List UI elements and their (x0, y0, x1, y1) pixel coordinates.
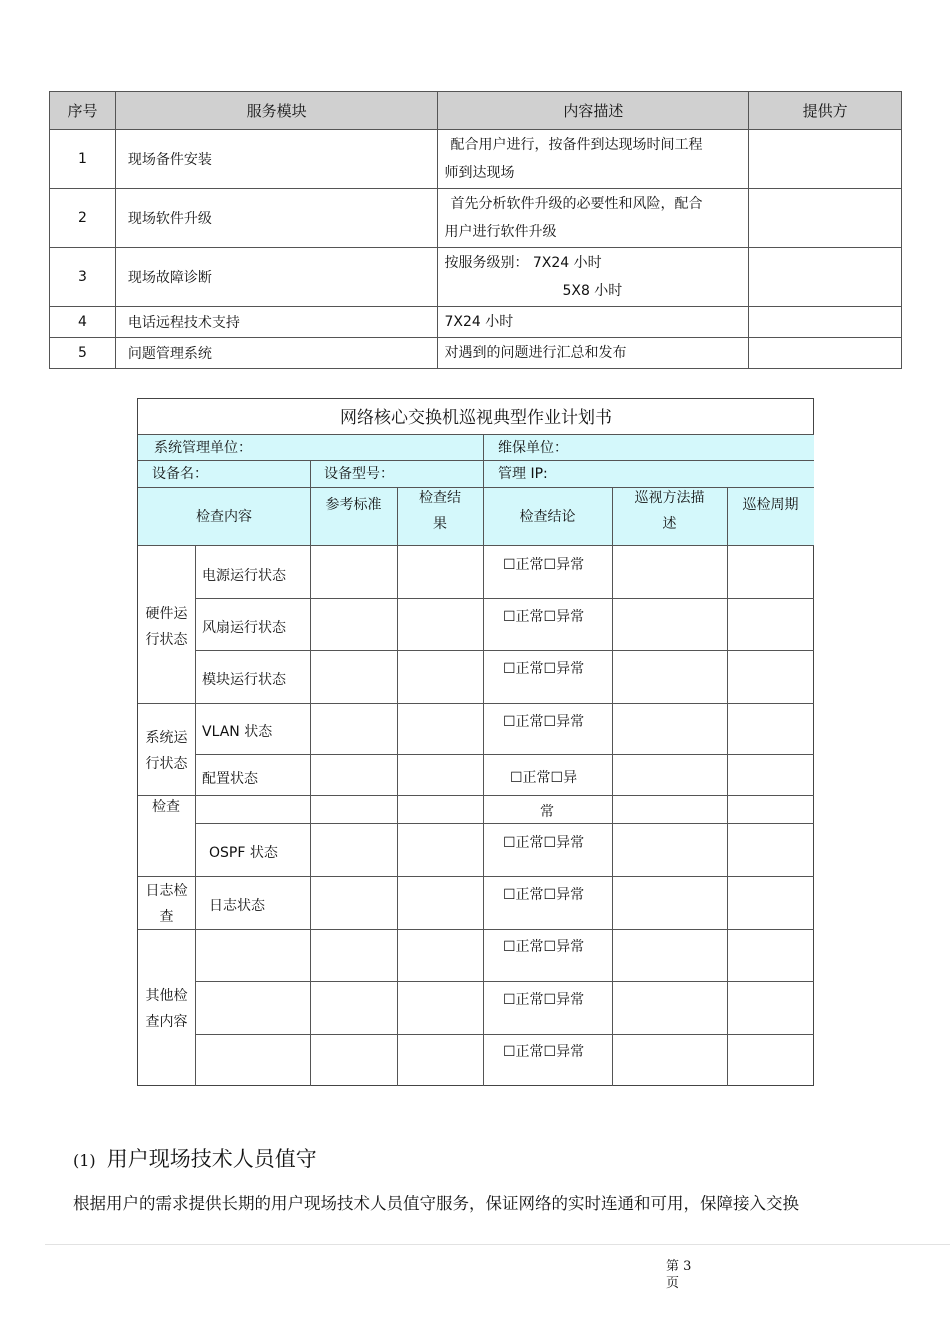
group-system-cont: 检查 (152, 799, 180, 815)
group-system (138, 725, 195, 777)
col-divider (310, 487, 311, 1086)
conclusion-checkbox[interactable]: ☐正常☐异常 (503, 939, 585, 955)
row-divider (195, 1034, 814, 1035)
plan-title: 网络核心交换机巡视典型作业计划书 (340, 408, 612, 428)
group-other (138, 983, 195, 1035)
col-header-method (612, 485, 727, 537)
desc-line: 师到达现场 (444, 165, 515, 181)
row-divider (138, 460, 814, 461)
item-power: 电源运行状态 (202, 568, 286, 584)
row-no: 3 (50, 248, 116, 307)
row-divider (138, 795, 814, 796)
desc-line: 5X8 小时 (562, 283, 623, 299)
col-divider (727, 487, 728, 1086)
row-no: 1 (50, 130, 116, 189)
row-provider (749, 338, 902, 369)
conclusion-checkbox[interactable]: ☐正常☐异常 (503, 557, 585, 573)
row-desc (438, 130, 749, 189)
item-fan: 风扇运行状态 (202, 620, 286, 636)
group-label-line: 日志检 (145, 883, 188, 899)
conclusion-checkbox-cont: 常 (540, 804, 554, 820)
col-header-result-line: 果 (433, 516, 447, 532)
group-label-line: 其他检 (145, 988, 188, 1004)
header-no: 序号 (50, 92, 116, 130)
row-divider (138, 434, 814, 435)
desc-line: 按服务级别： 7X24 小时 (444, 255, 602, 271)
header-desc: 内容描述 (438, 92, 749, 130)
row-module: 现场软件升级 (115, 189, 438, 248)
item-config: 配置状态 (202, 771, 258, 787)
item-log: 日志状态 (209, 898, 265, 914)
conclusion-checkbox[interactable]: ☐正常☐异常 (503, 992, 585, 1008)
mgmt-ip-label: 管理 IP: (498, 466, 548, 482)
table-row (50, 307, 902, 338)
col-divider (310, 460, 311, 487)
conclusion-checkbox[interactable]: ☐正常☐异常 (503, 609, 585, 625)
conclusion-checkbox[interactable]: ☐正常☐异常 (503, 835, 585, 851)
col-header-standard: 参考标准 (325, 497, 382, 513)
col-header-result-line: 检查结 (419, 490, 461, 506)
conclusion-checkbox[interactable]: ☐正常☐异 (510, 770, 578, 786)
inspection-plan-form (137, 398, 814, 1086)
col-divider (195, 545, 196, 1086)
page-number (666, 1258, 691, 1292)
row-provider (749, 189, 902, 248)
table-row (50, 130, 902, 189)
desc-line: 配合用户进行，按备件到达现场时间工程 (450, 137, 703, 153)
row-divider (138, 545, 814, 546)
row-no: 4 (50, 307, 116, 338)
unit-label: 系统管理单位： (154, 440, 252, 456)
table-row (50, 248, 902, 307)
row-desc (438, 248, 749, 307)
page-number-line: 第 3 (666, 1259, 692, 1274)
col-header-content: 检查内容 (196, 509, 252, 525)
col-divider (397, 487, 398, 1086)
col-header-method-line: 述 (662, 516, 677, 532)
conclusion-checkbox[interactable]: ☐正常☐异常 (503, 1044, 585, 1060)
row-divider (195, 981, 814, 982)
row-divider (195, 754, 814, 755)
row-module: 现场备件安装 (115, 130, 438, 189)
row-divider (138, 876, 814, 877)
header-provider: 提供方 (749, 92, 902, 130)
table-row (50, 338, 902, 369)
col-divider (483, 434, 484, 487)
section-heading (73, 1143, 317, 1173)
row-divider (195, 650, 814, 651)
maint-label: 维保单位： (498, 440, 568, 456)
group-label-line: 硬件运 (145, 606, 188, 622)
section-title: 用户现场技术人员值守 (106, 1147, 317, 1171)
table-row (50, 189, 902, 248)
page-number-line: 页 (666, 1276, 680, 1291)
group-log (138, 878, 195, 930)
col-header-conclusion: 检查结论 (519, 509, 576, 525)
row-module: 电话远程技术支持 (115, 307, 438, 338)
group-label-line: 查 (159, 909, 174, 925)
device-name-label: 设备名： (152, 466, 208, 482)
item-ospf: OSPF 状态 (209, 845, 278, 861)
row-no: 2 (50, 189, 116, 248)
row-module: 现场故障诊断 (115, 248, 438, 307)
group-label-line: 系统运 (145, 730, 188, 746)
group-label-line: 查内容 (145, 1014, 188, 1030)
col-divider (483, 487, 484, 1086)
col-header-result (397, 485, 483, 537)
service-table-header (50, 92, 902, 130)
item-module: 模块运行状态 (202, 672, 286, 688)
footer-divider (45, 1244, 950, 1245)
row-provider (749, 130, 902, 189)
desc-line: 用户进行软件升级 (444, 224, 557, 240)
row-divider (138, 703, 814, 704)
row-divider (138, 929, 814, 930)
row-divider (195, 598, 814, 599)
row-provider (749, 248, 902, 307)
section-number: (1) (73, 1151, 96, 1170)
service-table (49, 91, 902, 369)
desc-line: 首先分析软件升级的必要性和风险，配合 (450, 196, 703, 212)
conclusion-checkbox[interactable]: ☐正常☐异常 (503, 714, 585, 730)
row-module: 问题管理系统 (115, 338, 438, 369)
conclusion-checkbox[interactable]: ☐正常☐异常 (503, 661, 585, 677)
conclusion-checkbox[interactable]: ☐正常☐异常 (503, 887, 585, 903)
section-body: 根据用户的需求提供长期的用户现场技术人员值守服务，保证网络的实时连通和可用，保障接入交换 (73, 1194, 799, 1213)
group-hardware (138, 601, 195, 653)
group-label-line: 行状态 (145, 756, 188, 772)
col-header-method-line: 巡视方法描 (634, 490, 705, 506)
row-desc: 7X24 小时 (438, 307, 749, 338)
row-provider (749, 307, 902, 338)
row-no: 5 (50, 338, 116, 369)
header-module: 服务模块 (115, 92, 438, 130)
row-divider (195, 823, 814, 824)
device-model-label: 设备型号： (324, 466, 394, 482)
col-header-cycle: 巡检周期 (742, 497, 799, 513)
item-vlan: VLAN 状态 (202, 724, 273, 740)
row-desc: 对遇到的问题进行汇总和发布 (438, 338, 749, 369)
col-divider (612, 487, 613, 1086)
row-desc (438, 189, 749, 248)
group-label-line: 行状态 (145, 632, 188, 648)
